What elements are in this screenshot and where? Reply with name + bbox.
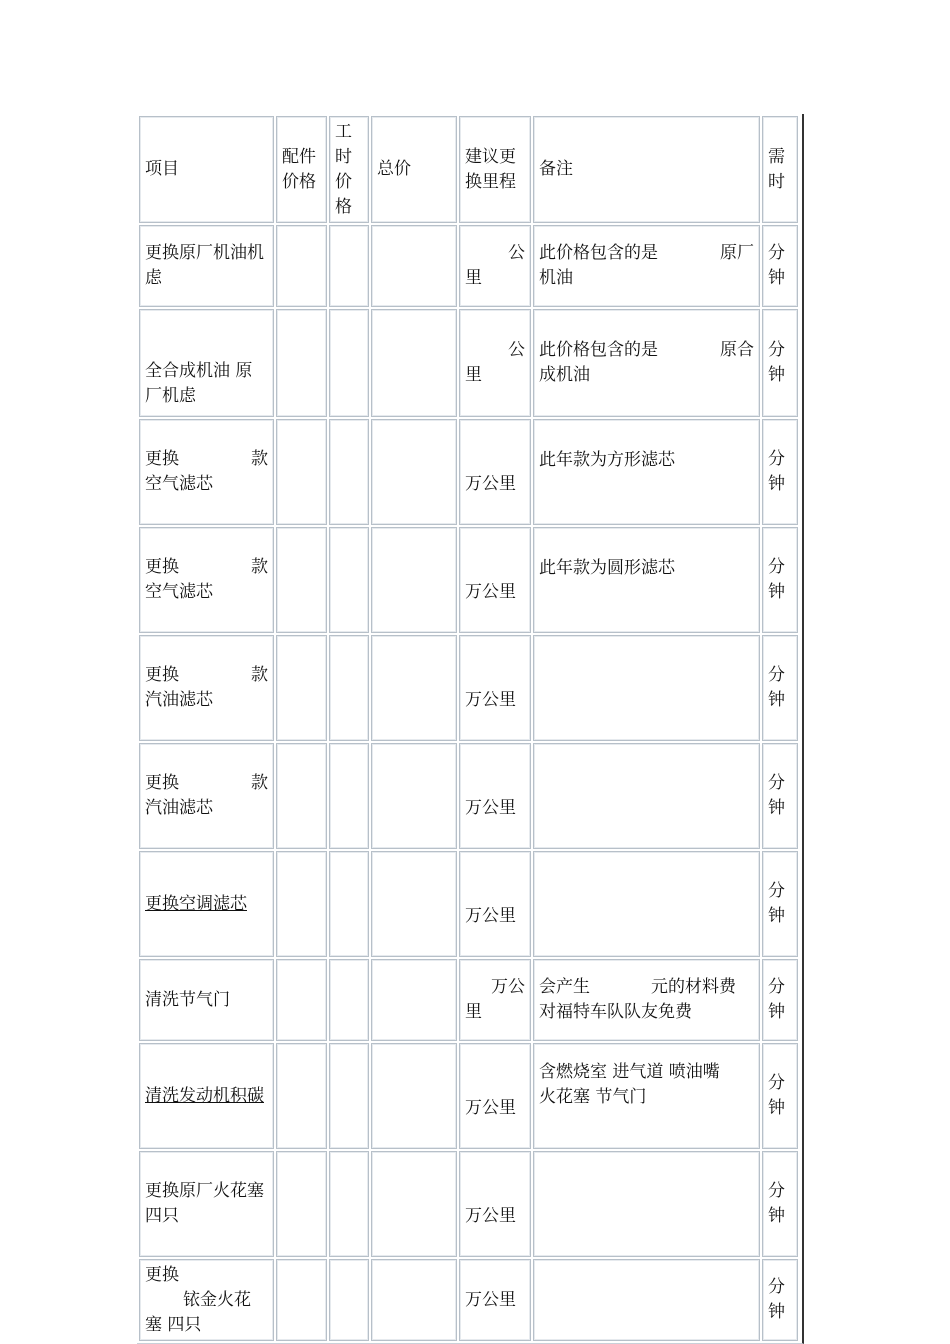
total-cell [371, 225, 457, 307]
mileage-cell [459, 309, 531, 417]
item-text-3: 塞 四只 [145, 1314, 202, 1335]
note-text-2: 原厂 [720, 243, 754, 263]
mileage-cell: 万公里 [459, 743, 531, 849]
table-row [139, 1151, 798, 1257]
note-cell [533, 959, 760, 1041]
mileage-cell: 万公里 [459, 1151, 531, 1257]
item-text-3: 空气滤芯 [145, 582, 213, 602]
item-text-2: 铱金火花 [183, 1289, 251, 1310]
item-link[interactable]: 清洗发动机积碳 [145, 1085, 264, 1106]
header-labor-price: 工时价格 [329, 116, 369, 223]
part-price-cell [276, 851, 327, 957]
mileage-text: 公 [508, 340, 525, 360]
total-cell [371, 309, 457, 417]
table-row [139, 1043, 798, 1149]
note-text-2: 元的材料费 [651, 977, 736, 997]
header-total: 总价 [371, 116, 457, 223]
part-price-cell [276, 527, 327, 633]
note-text: 会产生 [539, 977, 590, 997]
part-price-cell [276, 1043, 327, 1149]
part-price-cell [276, 225, 327, 307]
table-row [139, 225, 798, 307]
mileage-cell: 万公里 [459, 527, 531, 633]
time-cell: 分钟 [762, 1151, 798, 1257]
table-row [139, 1259, 798, 1341]
item-text-2: 厂机虑 [145, 386, 196, 406]
note-cell [533, 1259, 760, 1341]
mileage-text-2: 里 [465, 365, 482, 385]
mileage-cell [459, 225, 531, 307]
item-cell[interactable] [139, 851, 274, 957]
mileage-text-2: 里 [465, 1002, 482, 1022]
item-text: 更换 [145, 449, 179, 469]
labor-price-cell [329, 1043, 369, 1149]
item-cell [139, 743, 274, 849]
time-cell: 分钟 [762, 225, 798, 307]
mileage-text-2: 里 [465, 268, 482, 288]
maintenance-price-table [137, 114, 800, 1343]
part-price-cell [276, 309, 327, 417]
header-note: 备注 [533, 116, 760, 223]
time-cell: 分钟 [762, 959, 798, 1041]
mileage-cell: 万公里 [459, 1259, 531, 1341]
item-cell: 更换原厂机油机虑 [139, 225, 274, 307]
time-cell: 分钟 [762, 309, 798, 417]
table-row [139, 419, 798, 525]
part-price-cell [276, 1151, 327, 1257]
note-text: 此年款为方形滤芯 [539, 449, 675, 470]
item-text: 更换 [145, 557, 179, 577]
total-cell [371, 1043, 457, 1149]
item-cell [139, 1259, 274, 1341]
item-text: 更换 [145, 665, 179, 685]
item-text-2: 款 [251, 665, 268, 685]
note-cell [533, 635, 760, 741]
total-cell [371, 959, 457, 1041]
total-cell [371, 743, 457, 849]
item-text: 更换 [145, 1264, 179, 1285]
note-text-3: 成机油 [539, 365, 590, 385]
table-row [139, 959, 798, 1041]
item-text: 更换 [145, 773, 179, 793]
item-text-2: 款 [251, 449, 268, 469]
total-cell [371, 635, 457, 741]
part-price-cell [276, 743, 327, 849]
item-link[interactable]: 更换空调滤芯 [145, 893, 247, 914]
labor-price-cell [329, 1151, 369, 1257]
item-text-3: 空气滤芯 [145, 474, 213, 494]
note-cell [533, 309, 760, 417]
part-price-cell [276, 419, 327, 525]
labor-price-cell [329, 743, 369, 849]
labor-price-cell [329, 959, 369, 1041]
time-cell: 分钟 [762, 527, 798, 633]
mileage-cell [459, 959, 531, 1041]
item-text-3: 汽油滤芯 [145, 690, 213, 710]
item-cell [139, 635, 274, 741]
labor-price-cell [329, 635, 369, 741]
total-cell [371, 419, 457, 525]
item-text: 全合成机油 原 [145, 361, 253, 381]
part-price-cell [276, 635, 327, 741]
note-cell [533, 1043, 760, 1149]
table-row [139, 851, 798, 957]
item-text-2: 款 [251, 773, 268, 793]
item-cell[interactable] [139, 1043, 274, 1149]
mileage-cell: 万公里 [459, 635, 531, 741]
labor-price-cell [329, 419, 369, 525]
note-text: 此年款为圆形滤芯 [539, 557, 675, 578]
item-text-3: 汽油滤芯 [145, 798, 213, 818]
note-cell [533, 527, 760, 633]
note-cell [533, 419, 760, 525]
total-cell [371, 851, 457, 957]
item-cell [139, 309, 274, 417]
labor-price-cell [329, 527, 369, 633]
note-text: 此价格包含的是 [539, 243, 658, 263]
header-time: 需时 [762, 116, 798, 223]
labor-price-cell [329, 225, 369, 307]
header-item: 项目 [139, 116, 274, 223]
table-row [139, 527, 798, 633]
mileage-text: 万公 [491, 977, 525, 997]
price-table-container [137, 114, 804, 1344]
mileage-text: 公 [508, 243, 525, 263]
table-header-row [139, 116, 798, 223]
note-cell [533, 851, 760, 957]
labor-price-cell [329, 309, 369, 417]
item-cell [139, 527, 274, 633]
time-cell: 分钟 [762, 1259, 798, 1341]
time-cell: 分钟 [762, 851, 798, 957]
table-row [139, 309, 798, 417]
item-cell: 清洗节气门 [139, 959, 274, 1041]
note-cell [533, 1151, 760, 1257]
time-cell: 分钟 [762, 743, 798, 849]
item-text-2: 款 [251, 557, 268, 577]
total-cell [371, 527, 457, 633]
total-cell [371, 1259, 457, 1341]
item-cell [139, 419, 274, 525]
part-price-cell [276, 959, 327, 1041]
note-text-3: 对福特车队队友免费 [539, 1002, 692, 1022]
header-mileage: 建议更换里程 [459, 116, 531, 223]
table-row [139, 635, 798, 741]
mileage-cell: 万公里 [459, 851, 531, 957]
time-cell: 分钟 [762, 635, 798, 741]
note-text-3: 机油 [539, 268, 573, 288]
item-cell: 更换原厂火花塞 四只 [139, 1151, 274, 1257]
part-price-cell [276, 1259, 327, 1341]
table-row [139, 743, 798, 849]
header-part-price: 配件价格 [276, 116, 327, 223]
total-cell [371, 1151, 457, 1257]
time-cell: 分钟 [762, 1043, 798, 1149]
note-cell [533, 225, 760, 307]
note-text-2: 原合 [720, 340, 754, 360]
labor-price-cell [329, 851, 369, 957]
time-cell: 分钟 [762, 419, 798, 525]
mileage-cell: 万公里 [459, 419, 531, 525]
note-text: 此价格包含的是 [539, 340, 658, 360]
note-cell [533, 743, 760, 849]
mileage-cell: 万公里 [459, 1043, 531, 1149]
labor-price-cell [329, 1259, 369, 1341]
note-text: 含燃烧室 进气道 喷油嘴 火花塞 节气门 [539, 1062, 720, 1107]
